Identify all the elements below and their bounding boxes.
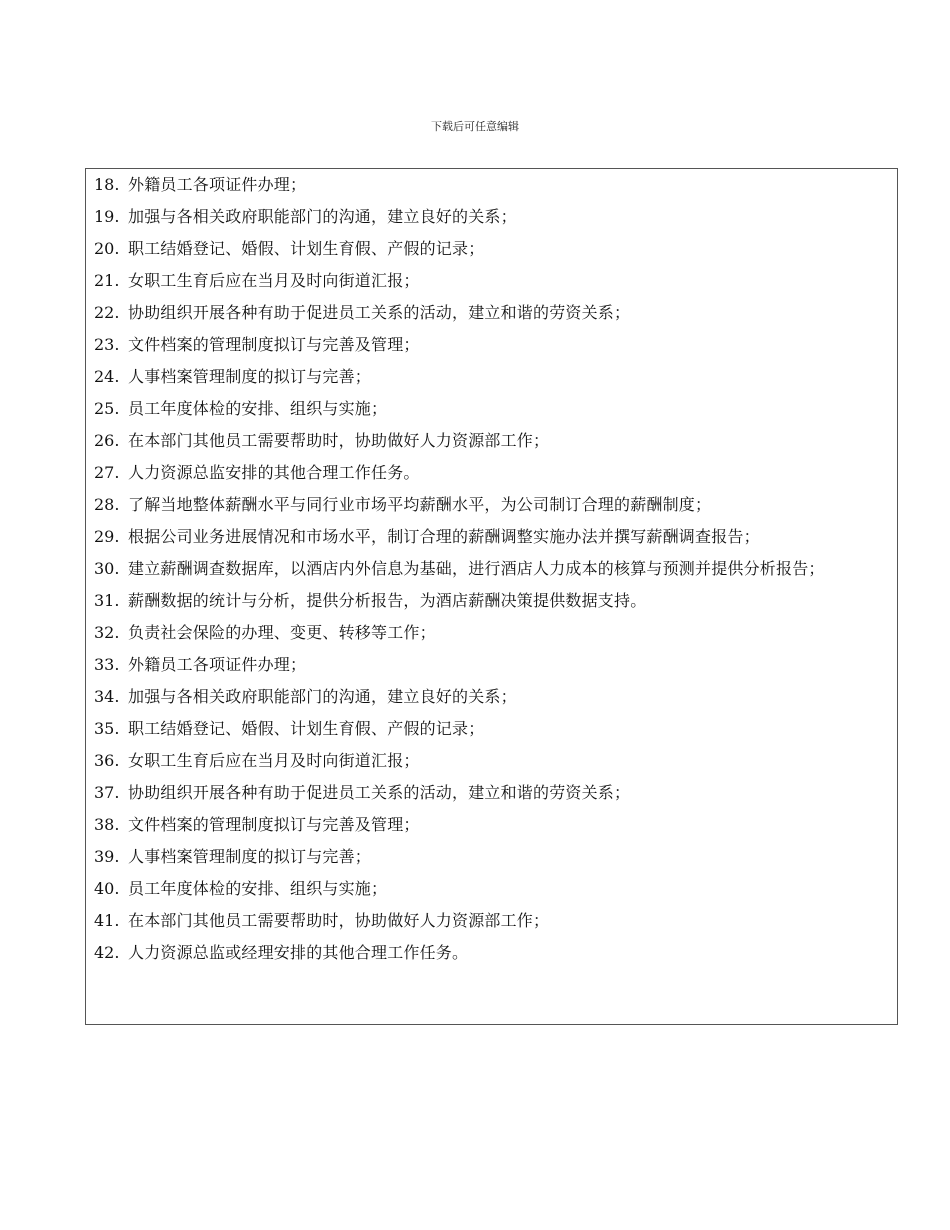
item-number: 41. (94, 911, 120, 930)
list-item (94, 873, 892, 905)
item-number: 42. (94, 943, 120, 962)
item-text: 在本部门其他员工需要帮助时，协助做好人力资源部工作； (128, 911, 550, 930)
item-number: 18. (94, 175, 120, 194)
list-item (94, 233, 892, 265)
item-number: 23. (94, 335, 120, 354)
page-header: 下载后可任意编辑 (431, 120, 519, 133)
item-number: 21. (94, 271, 120, 290)
item-number: 25. (94, 399, 120, 418)
item-number: 31. (94, 591, 120, 610)
item-text: 女职工生育后应在当月及时向街道汇报； (128, 751, 420, 770)
content-box (85, 168, 898, 1025)
list-item (94, 777, 892, 809)
item-number: 28. (94, 495, 120, 514)
item-text: 根据公司业务进展情况和市场水平，制订合理的薪酬调整实施办法并撰写薪酬调查报告； (128, 527, 760, 546)
list-item (94, 393, 892, 425)
list-item (94, 745, 892, 777)
list-item (94, 937, 892, 969)
list-item (94, 457, 892, 489)
item-text: 员工年度体检的安排、组织与实施； (128, 879, 388, 898)
list-item (94, 169, 892, 201)
item-number: 38. (94, 815, 120, 834)
item-text: 加强与各相关政府职能部门的沟通，建立良好的关系； (128, 207, 517, 226)
item-text: 薪酬数据的统计与分析，提供分析报告，为酒店薪酬决策提供数据支持。 (128, 591, 647, 610)
item-text: 员工年度体检的安排、组织与实施； (128, 399, 388, 418)
item-text: 人事档案管理制度的拟订与完善； (128, 367, 372, 386)
list-item (94, 361, 892, 393)
item-number: 40. (94, 879, 120, 898)
list-item (94, 617, 892, 649)
item-text: 负责社会保险的办理、变更、转移等工作； (128, 623, 436, 642)
item-number: 35. (94, 719, 120, 738)
list-item (94, 649, 892, 681)
item-number: 22. (94, 303, 120, 322)
item-text: 职工结婚登记、婚假、计划生育假、产假的记录； (128, 239, 485, 258)
item-number: 33. (94, 655, 120, 674)
list-item (94, 201, 892, 233)
list-item (94, 489, 892, 521)
item-number: 30. (94, 559, 120, 578)
list-item (94, 713, 892, 745)
duty-list (94, 169, 892, 969)
list-item (94, 905, 892, 937)
list-item (94, 521, 892, 553)
item-number: 32. (94, 623, 120, 642)
item-text: 女职工生育后应在当月及时向街道汇报； (128, 271, 420, 290)
item-number: 39. (94, 847, 120, 866)
item-text: 文件档案的管理制度拟订与完善及管理； (128, 335, 420, 354)
list-item (94, 297, 892, 329)
item-text: 文件档案的管理制度拟订与完善及管理； (128, 815, 420, 834)
list-item (94, 265, 892, 297)
item-number: 36. (94, 751, 120, 770)
item-text: 建立薪酬调查数据库，以酒店内外信息为基础，进行酒店人力成本的核算与预测并提供分析报告； (128, 559, 825, 578)
item-text: 在本部门其他员工需要帮助时，协助做好人力资源部工作； (128, 431, 550, 450)
list-item (94, 425, 892, 457)
list-item (94, 329, 892, 361)
item-text: 了解当地整体薪酬水平与同行业市场平均薪酬水平，为公司制订合理的薪酬制度； (128, 495, 712, 514)
list-item (94, 681, 892, 713)
item-number: 19. (94, 207, 120, 226)
item-text: 外籍员工各项证件办理； (128, 175, 307, 194)
item-number: 27. (94, 463, 120, 482)
list-item (94, 553, 892, 585)
item-number: 37. (94, 783, 120, 802)
item-text: 协助组织开展各种有助于促进员工关系的活动，建立和谐的劳资关系； (128, 303, 631, 322)
item-text: 加强与各相关政府职能部门的沟通，建立良好的关系； (128, 687, 517, 706)
list-item (94, 809, 892, 841)
item-number: 24. (94, 367, 120, 386)
item-text: 外籍员工各项证件办理； (128, 655, 307, 674)
item-text: 职工结婚登记、婚假、计划生育假、产假的记录； (128, 719, 485, 738)
item-text: 人力资源总监安排的其他合理工作任务。 (128, 463, 420, 482)
item-text: 人力资源总监或经理安排的其他合理工作任务。 (128, 943, 469, 962)
item-number: 34. (94, 687, 120, 706)
item-number: 20. (94, 239, 120, 258)
list-item (94, 585, 892, 617)
list-item (94, 841, 892, 873)
item-text: 人事档案管理制度的拟订与完善； (128, 847, 372, 866)
item-number: 26. (94, 431, 120, 450)
item-number: 29. (94, 527, 120, 546)
item-text: 协助组织开展各种有助于促进员工关系的活动，建立和谐的劳资关系； (128, 783, 631, 802)
